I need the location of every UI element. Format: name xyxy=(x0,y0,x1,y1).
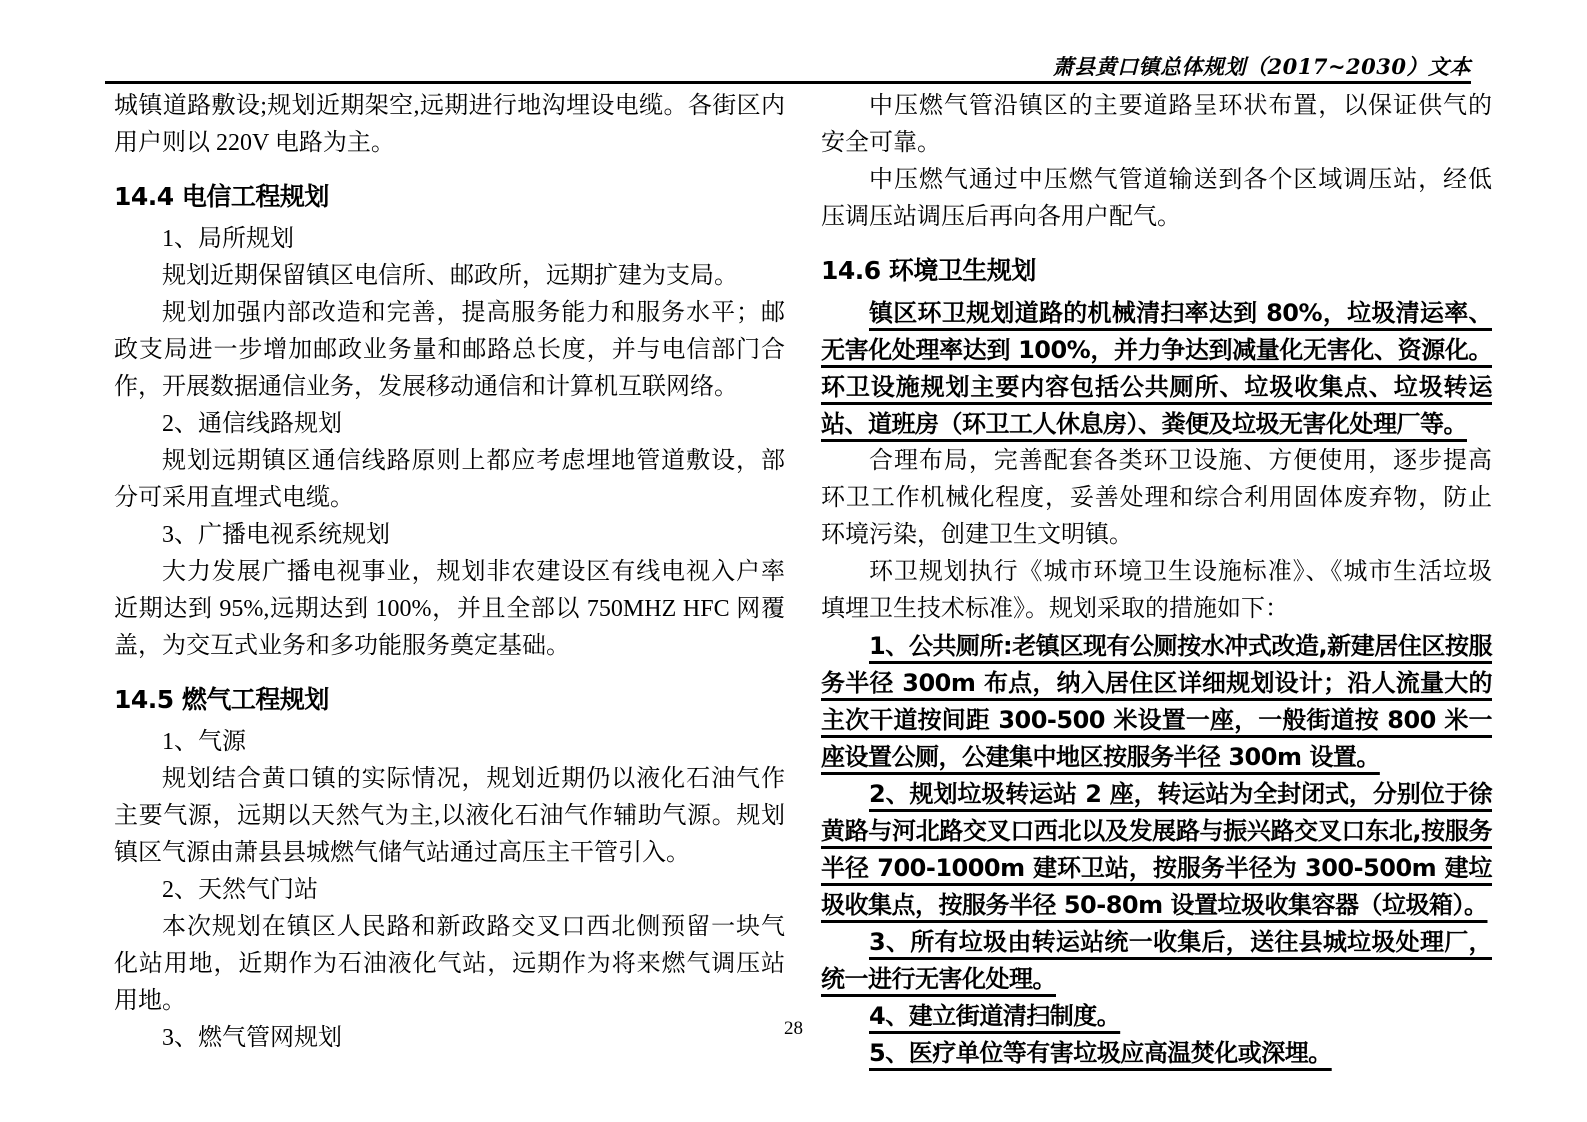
paragraph: 1、气源 xyxy=(162,729,246,755)
paragraph: 3、广播电视系统规划 xyxy=(162,522,390,548)
left-column xyxy=(114,88,785,1072)
paragraph: 规划远期镇区通信线路原则上都应考虑埋地管道敷设，部分可采用直埋式电缆。 xyxy=(114,448,785,511)
paragraph: 4、建立街道清扫制度。 xyxy=(869,1002,1121,1030)
paragraph: 本次规划在镇区人民路和新政路交叉口西北侧预留一块气化站用地，近期作为石油液化气站，远期作为将来燃气调压站用地。 xyxy=(114,914,785,1014)
paragraph: 城镇道路敷设;规划近期架空,远期进行地沟埋设电缆。各街区内用户则以 220V 电路为主。 xyxy=(114,93,785,156)
paragraph: 规划近期保留镇区电信所、邮政所，远期扩建为支局。 xyxy=(162,263,738,289)
section-heading: 14.5 燃气工程规划 xyxy=(114,685,329,714)
page-body xyxy=(114,88,1492,1072)
paragraph: 中压燃气通过中压燃气管道输送到各个区域调压站，经低压调压站调压后再向各用户配气。 xyxy=(821,167,1492,230)
section-heading: 14.6 环境卫生规划 xyxy=(821,256,1036,285)
page-number: 28 xyxy=(784,1018,803,1039)
paragraph: 中压燃气管沿镇区的主要道路呈环状布置，以保证供气的安全可靠。 xyxy=(821,93,1492,156)
section-heading: 14.4 电信工程规划 xyxy=(114,182,329,211)
paragraph: 镇区环卫规划道路的机械清扫率达到 80%，垃圾清运率、无害化处理率达到 100%，并力争达到减量化无害化、资源化。环卫设施规划主要内容包括公共厕所、垃圾收集点、垃圾转运站、道班房（环卫工人休息房）、粪便及垃圾无害化处理厂等。 xyxy=(821,299,1492,438)
paragraph: 1、公共厕所:老镇区现有公厕按水冲式改造,新建居住区按服务半径 300m 布点，纳入居住区详细规划设计；沿人流量大的主次干道按间距 300-500 米设置一座，一般街道按 800 米一座设置公厕，公建集中地区按服务半径 300m 设置。 xyxy=(821,632,1492,771)
paragraph: 3、所有垃圾由转运站统一收集后，送往县城垃圾处理厂，统一进行无害化处理。 xyxy=(821,928,1492,993)
paragraph: 2、天然气门站 xyxy=(162,877,318,903)
right-column xyxy=(821,88,1492,1072)
header-rule xyxy=(105,81,1471,84)
paragraph: 1、局所规划 xyxy=(162,226,294,252)
paragraph: 合理布局，完善配套各类环卫设施、方便使用，逐步提高环卫工作机械化程度，妥善处理和综合利用固体废弃物，防止环境污染，创建卫生文明镇。 xyxy=(821,448,1492,548)
document-title: 萧县黄口镇总体规划（2017~2030）文本 xyxy=(1052,54,1471,79)
paragraph: 大力发展广播电视事业，规划非农建设区有线电视入户率近期达到 95%,远期达到 100%，并且全部以 750MHZ HFC 网覆盖，为交互式业务和多功能服务奠定基础。 xyxy=(114,559,785,659)
paragraph: 2、规划垃圾转运站 2 座，转运站为全封闭式，分别位于徐黄路与河北路交叉口西北以及发展路与振兴路交叉口东北,按服务半径 700-1000m 建环卫站，按服务半径为 300-500m 建垃圾收集点，按服务半径 50-80m 设置垃圾收集容器（垃圾箱）。 xyxy=(821,780,1492,919)
page-footer xyxy=(0,1018,1587,1040)
paragraph: 环卫规划执行《城市环境卫生设施标准》、《城市生活垃圾填埋卫生技术标准》。规划采取的措施如下： xyxy=(821,559,1492,622)
paragraph: 2、通信线路规划 xyxy=(162,411,342,437)
paragraph: 规划加强内部改造和完善，提高服务能力和服务水平；邮政支局进一步增加邮政业务量和邮路总长度，并与电信部门合作，开展数据通信业务，发展移动通信和计算机互联网络。 xyxy=(114,300,785,400)
page-header xyxy=(105,54,1471,84)
paragraph: 3、燃气管网规划 xyxy=(162,1025,342,1051)
paragraph: 5、医疗单位等有害垃圾应高温焚化或深埋。 xyxy=(869,1039,1332,1067)
paragraph: 规划结合黄口镇的实际情况，规划近期仍以液化石油气作主要气源，远期以天然气为主,以液化石油气作辅助气源。规划镇区气源由萧县县城燃气储气站通过高压主干管引入。 xyxy=(114,766,785,866)
